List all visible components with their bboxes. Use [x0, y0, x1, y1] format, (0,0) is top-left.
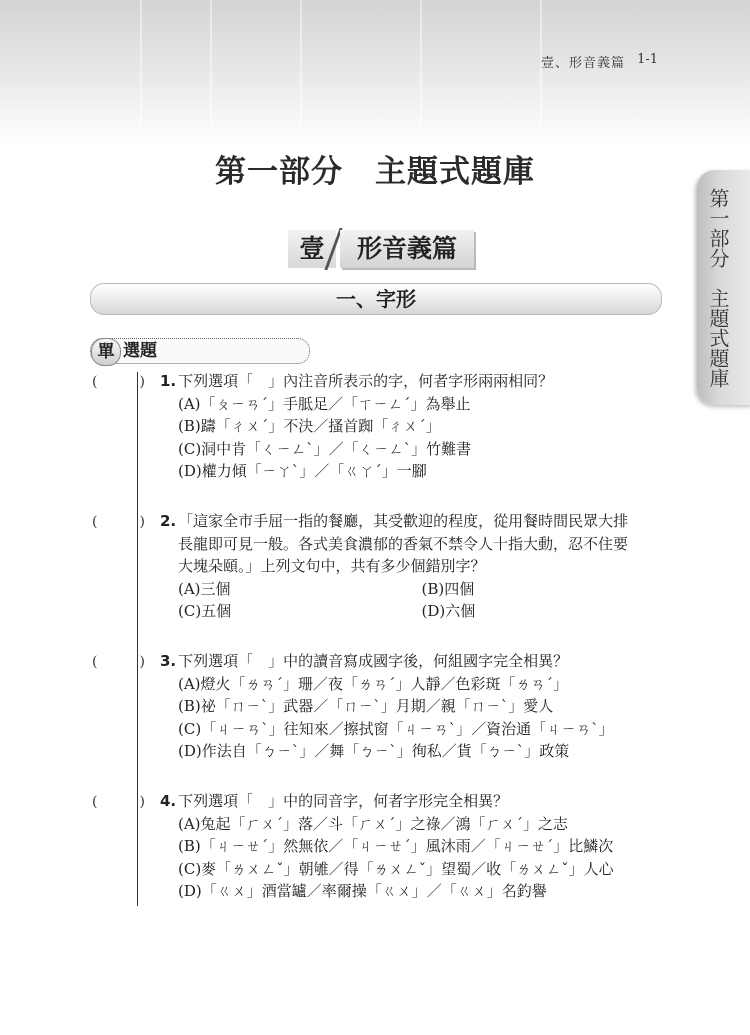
answer-blank[interactable]: ( ): [92, 794, 159, 810]
option-a: (A)兔起「ㄏㄨˊ」落／斗「ㄏㄨˊ」之祿／鴻「ㄏㄨˊ」之志: [178, 814, 569, 833]
question-3: [160, 650, 665, 763]
section-number: 壹: [288, 230, 336, 268]
running-head: [541, 52, 625, 71]
option-row: [160, 600, 665, 623]
answer-blank[interactable]: ( ): [92, 514, 159, 530]
question-number: 3.: [160, 652, 177, 670]
question-stem-line: 大塊朵頤。」上列文句中，共有多少個錯別字？: [178, 557, 486, 575]
answer-blank[interactable]: ( ): [92, 374, 159, 390]
question-type-text: 選題: [123, 341, 157, 361]
option-d: (D)權力傾「ㄧㄚˋ」／「ㄍㄚˊ」一腳: [178, 462, 427, 480]
subsection-title: 一、字形: [90, 283, 662, 315]
option-a: (A)燈火「ㄌㄢˊ」珊／夜「ㄌㄢˊ」人靜／色彩斑「ㄌㄢˊ」: [178, 674, 569, 693]
question-type-badge: 單: [91, 338, 121, 366]
question-stem: 下列選項「 」中的同音字，何者字形完全相異？: [178, 792, 509, 810]
option-c: (C)五個: [178, 602, 232, 620]
option-d: (D)「ㄍㄨ」酒當罏／率爾操「ㄍㄨ」／「ㄍㄨ」名釣譽: [178, 882, 547, 900]
option-a: (A)「ㄆㄧㄢˊ」手胝足／「ㄒㄧㄥˊ」為舉止: [178, 394, 471, 413]
option-b: (B)「ㄐㄧㄝˊ」然無依／「ㄐㄧㄝˊ」風沐雨／「ㄐㄧㄝˊ」比鱗次: [178, 837, 614, 855]
section-name: 形音義篇: [340, 230, 474, 268]
side-tab-label: 第一部分 主題式題庫: [706, 188, 730, 388]
option-d: (D)六個: [421, 602, 476, 620]
header-band: [0, 0, 750, 150]
question-stem: 下列選項「 」中的讀音寫成國字後，何組國字完全相異？: [178, 652, 569, 670]
question-1: [160, 370, 665, 483]
option-c: (C)麥「ㄌㄨㄥˇ」朝雊／得「ㄌㄨㄥˇ」望蜀／收「ㄌㄨㄥˇ」人心: [178, 859, 614, 878]
option-d: (D)作法自「ㄅㄧˋ」／舞「ㄅㄧˋ」徇私／貨「ㄅㄧˋ」政策: [178, 742, 570, 760]
side-tab: [697, 170, 750, 405]
option-b: (B)躊「ㄔㄨˊ」不決／搔首踟「ㄔㄨˊ」: [178, 417, 441, 435]
question-number: 4.: [160, 792, 177, 810]
option-b: (B)祕「ㄇㄧˋ」武器／「ㄇㄧˋ」月期／親「ㄇㄧˋ」愛人: [178, 697, 554, 715]
question-4: [160, 790, 665, 903]
option-b: (B)四個: [421, 579, 475, 598]
answer-column-divider: [137, 372, 138, 906]
question-number: 2.: [160, 512, 177, 530]
option-c: (C)「ㄐㄧㄢˋ」往知來／擦拭窗「ㄐㄧㄢˋ」／資治通「ㄐㄧㄢˋ」: [178, 719, 614, 738]
question-stem: 「這家全市手屈一指的餐廳，其受歡迎的程度，從用餐時間民眾大排: [178, 512, 629, 530]
answer-blank[interactable]: ( ): [92, 654, 159, 670]
option-a: (A)三個: [178, 579, 231, 598]
question-2: [160, 510, 665, 623]
page-number: 1-1: [637, 52, 658, 67]
part-title: 第一部分 主題式題庫: [215, 154, 535, 190]
running-head-title: 壹、形音義篇: [540, 56, 625, 71]
question-number: 1.: [160, 372, 177, 390]
question-type-label: [90, 338, 310, 364]
option-c: (C)洞中肯「ㄑㄧㄥˋ」／「ㄑㄧㄥˋ」竹難書: [178, 439, 472, 458]
question-stem: 下列選項「 」內注音所表示的字，何者字形兩兩相同？: [178, 372, 554, 390]
option-row: [160, 578, 665, 601]
section-banner: [288, 230, 474, 268]
question-stem-line: 長龍即可見一般。各式美食濃郁的香氣不禁令人十指大動，忍不住要: [178, 534, 629, 553]
